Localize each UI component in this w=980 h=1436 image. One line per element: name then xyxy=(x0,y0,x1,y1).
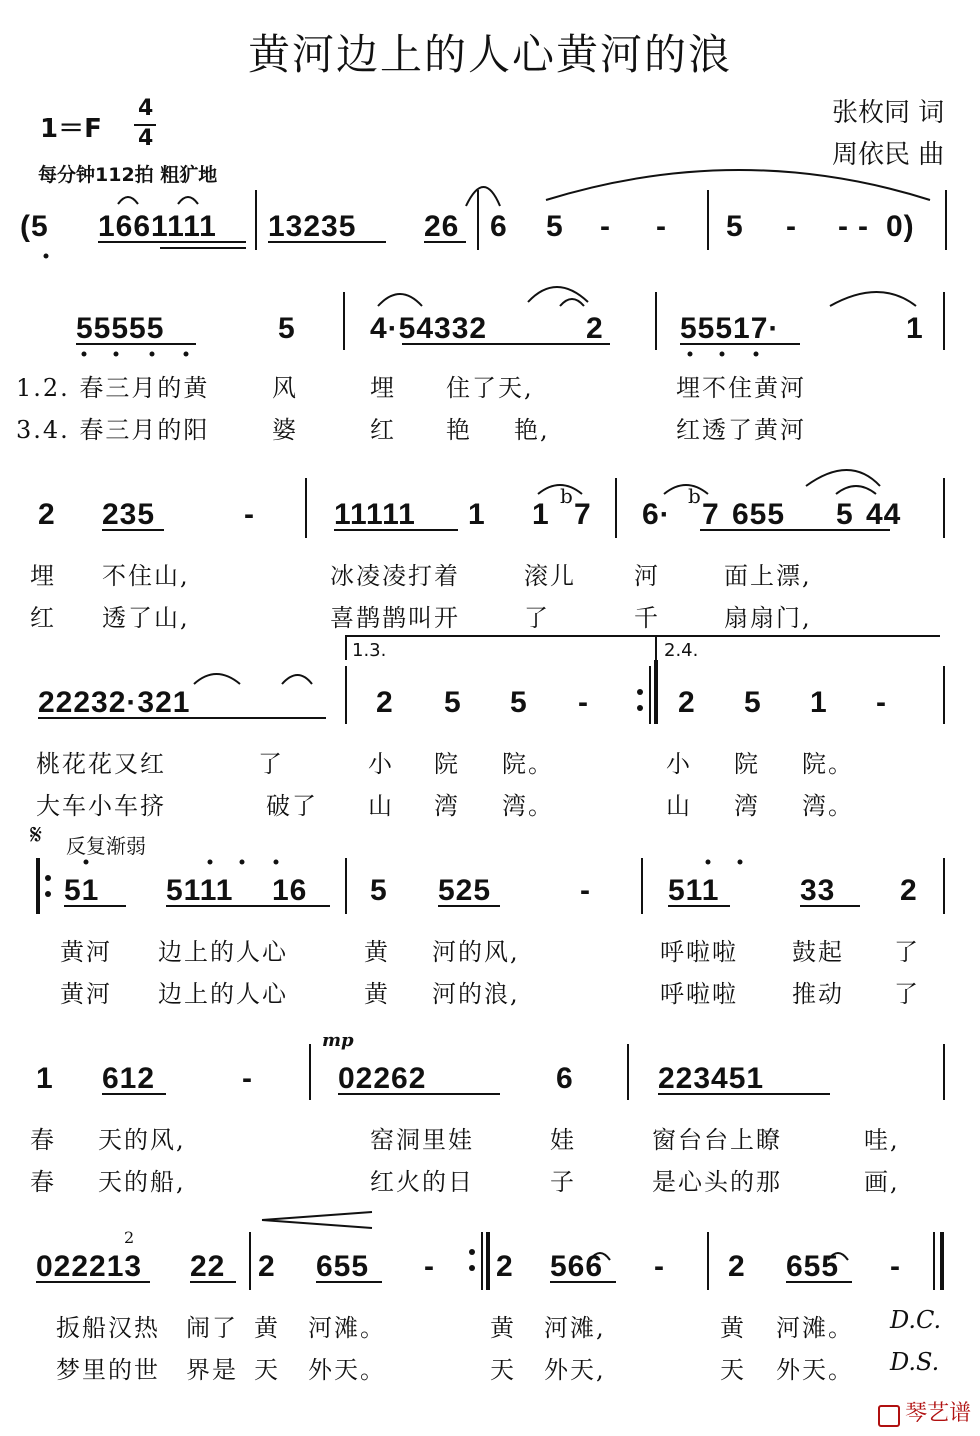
composer-credit: 周依民 曲 xyxy=(832,140,945,170)
note-group: 6 xyxy=(490,210,508,243)
note-group: - xyxy=(654,1250,665,1283)
lyric: 小 xyxy=(666,750,692,778)
lyric: 千 xyxy=(634,604,660,632)
lyric: 艳 xyxy=(446,416,472,444)
lyric: 1.2. 春三月的黄 xyxy=(16,374,210,402)
lyric: 湾 xyxy=(434,792,460,820)
lyric: 红 xyxy=(370,416,396,444)
note-group: 22232·321 xyxy=(38,686,191,719)
lyric: 湾。 xyxy=(502,792,554,820)
lyric: 黄 xyxy=(254,1314,280,1342)
lyric: 窑洞里娃 xyxy=(370,1126,474,1154)
lyric: 婆 xyxy=(272,416,298,444)
lyric: 扇扇门, xyxy=(724,604,812,632)
note-group: 33 xyxy=(800,874,836,907)
note-group: 55517· xyxy=(680,312,780,345)
lyric: 了 xyxy=(894,980,920,1008)
note-group: 2 xyxy=(38,498,56,531)
lyric: 是心头的那 xyxy=(652,1168,782,1196)
note-group: 5 xyxy=(510,686,528,719)
tempo-marking: 每分钟112拍 粗犷地 xyxy=(38,164,218,186)
lyric: 天 xyxy=(720,1356,746,1384)
lyric: 风 xyxy=(272,374,298,402)
note-group: 22 xyxy=(190,1250,226,1283)
note-group: 235 xyxy=(102,498,156,531)
lyric: 河滩。 xyxy=(776,1314,854,1342)
lyric: 边上的人心 xyxy=(158,980,288,1008)
lyric: 红 xyxy=(30,604,56,632)
note-group: - xyxy=(838,210,849,243)
lyric: 黄 xyxy=(490,1314,516,1342)
lyric: 闹了 xyxy=(186,1314,238,1342)
note-group: - xyxy=(876,686,887,719)
note-group: 5 xyxy=(278,312,296,345)
flat-sign: b xyxy=(688,484,701,508)
lyric: 外天, xyxy=(544,1356,606,1384)
lyric: 山 xyxy=(368,792,394,820)
lyric: 大车小车挤 xyxy=(36,792,166,820)
note-group: 1661111 xyxy=(98,210,217,243)
lyric: 界是 xyxy=(186,1356,238,1384)
note-group: 1 xyxy=(532,498,550,531)
note-group: 16 xyxy=(272,874,308,907)
volta-second-ending: 2.4. xyxy=(664,640,699,661)
lyric: 黄 xyxy=(364,980,390,1008)
note-group: 2 xyxy=(678,686,696,719)
lyric: 哇, xyxy=(864,1126,900,1154)
note-group: 02262 xyxy=(338,1062,427,1095)
note-group: 4·54332 xyxy=(370,312,488,345)
lyric: 艳, xyxy=(514,416,550,444)
lyric: 黄 xyxy=(720,1314,746,1342)
note-group: 5 xyxy=(744,686,762,719)
lyric: 住了天, xyxy=(446,374,534,402)
note-group: 022213 xyxy=(36,1250,143,1283)
lyric: 呼啦啦 xyxy=(660,938,738,966)
lyric: 鼓起 xyxy=(792,938,844,966)
lyric: 红透了黄河 xyxy=(676,416,806,444)
note-group: 1 xyxy=(468,498,486,531)
lyric: 河滩。 xyxy=(308,1314,386,1342)
note-group: 2 xyxy=(496,1250,514,1283)
lyric: 埋 xyxy=(370,374,396,402)
song-title: 黄河边上的人心黄河的浪 xyxy=(247,30,732,79)
lyric: 河 xyxy=(634,562,660,590)
note-group: 2 xyxy=(258,1250,276,1283)
note-group: (5 xyxy=(20,210,49,243)
lyric: 天的风, xyxy=(98,1126,186,1154)
lyric: 湾。 xyxy=(802,792,854,820)
lyric: 春 xyxy=(30,1168,56,1196)
note-group: 1 xyxy=(906,312,924,345)
note-group: 511 xyxy=(668,874,720,907)
lyric: 河的风, xyxy=(432,938,520,966)
note-group: 6· xyxy=(642,498,671,531)
lyric: 小 xyxy=(368,750,394,778)
lyric: 埋不住黄河 xyxy=(676,374,806,402)
note-group: 5 xyxy=(370,874,388,907)
da-capo-marking: D.C. xyxy=(890,1306,942,1334)
note-group: - xyxy=(786,210,797,243)
expression-marking: 反复渐弱 xyxy=(66,834,146,858)
lyric: 滚儿 xyxy=(524,562,576,590)
lyric: 了 xyxy=(894,938,920,966)
note-group: 11111 xyxy=(334,498,416,531)
note-group: 2 xyxy=(900,874,918,907)
dynamic-marking: mp xyxy=(322,1030,354,1051)
lyric: 呼啦啦 xyxy=(660,980,738,1008)
note-group: 55555 xyxy=(76,312,165,345)
lyric: 透了山, xyxy=(102,604,190,632)
lyric: 红火的日 xyxy=(370,1168,474,1196)
lyric: 娃 xyxy=(550,1126,576,1154)
lyric: 扳船汉热 xyxy=(56,1314,160,1342)
lyric: 埋 xyxy=(30,562,56,590)
note-group: 7 xyxy=(574,498,592,531)
note-group: 612 xyxy=(102,1062,156,1095)
note-group: 655 xyxy=(316,1250,370,1283)
lyric: 不住山, xyxy=(102,562,190,590)
lyric: 黄河 xyxy=(60,980,112,1008)
lyric: 了 xyxy=(524,604,550,632)
lyric: 河的浪, xyxy=(432,980,520,1008)
dal-segno-marking: D.S. xyxy=(890,1348,940,1376)
note-group: - xyxy=(600,210,611,243)
note-group: 655 xyxy=(732,498,786,531)
lyric: 桃花花又红 xyxy=(36,750,166,778)
note-group: - xyxy=(244,498,255,531)
lyric: 黄 xyxy=(364,938,390,966)
note-group: 1 xyxy=(810,686,828,719)
note-group: - xyxy=(580,874,591,907)
flat-sign: b xyxy=(560,484,573,508)
note-group: 5 xyxy=(546,210,564,243)
note-group: 26 xyxy=(424,210,460,243)
note-group: 5 xyxy=(726,210,744,243)
key-signature: 1＝F xyxy=(40,114,102,144)
lyric: 喜鹊鹊叫开 xyxy=(330,604,460,632)
lyricist-credit: 张枚同 词 xyxy=(832,98,945,128)
note-group: - xyxy=(578,686,589,719)
lyric: 天 xyxy=(490,1356,516,1384)
time-signature-bottom: 4 xyxy=(138,126,154,151)
lyric: 窗台台上瞭 xyxy=(652,1126,782,1154)
watermark-text: 琴艺谱 xyxy=(905,1401,972,1426)
note-group: 0) xyxy=(886,210,915,243)
volta-first-ending: 1.3. xyxy=(352,640,387,661)
note-group: 566 xyxy=(550,1250,604,1283)
lyric: 3.4. 春三月的阳 xyxy=(16,416,210,444)
note-group: 655 xyxy=(786,1250,840,1283)
time-signature-top: 4 xyxy=(138,96,154,121)
note-group: 5 xyxy=(444,686,462,719)
lyric: 外天。 xyxy=(308,1356,386,1384)
note-group: - xyxy=(858,210,869,243)
note-group: 525 xyxy=(438,874,492,907)
note-group: - xyxy=(242,1062,253,1095)
grace-note: 2 xyxy=(124,1228,135,1247)
note-group: 5 xyxy=(836,498,854,531)
note-group: - xyxy=(890,1250,901,1283)
lyric: 院。 xyxy=(502,750,554,778)
note-group: - xyxy=(656,210,667,243)
lyric: 院。 xyxy=(802,750,854,778)
lyric: 河滩, xyxy=(544,1314,606,1342)
lyric: 春 xyxy=(30,1126,56,1154)
lyric: 湾 xyxy=(734,792,760,820)
note-group: 2 xyxy=(586,312,604,345)
lyric: 外天。 xyxy=(776,1356,854,1384)
note-group: 44 xyxy=(866,498,902,531)
note-group: 7 xyxy=(702,498,720,531)
lyric: 院 xyxy=(734,750,760,778)
lyric: 梦里的世 xyxy=(56,1356,160,1384)
lyric: 黄河 xyxy=(60,938,112,966)
lyric: 子 xyxy=(550,1168,576,1196)
note-group: 5111 xyxy=(166,874,234,907)
note-group: 223451 xyxy=(658,1062,765,1095)
lyric: 了 xyxy=(258,750,284,778)
lyric: 山 xyxy=(666,792,692,820)
lyric: 院 xyxy=(434,750,460,778)
note-group: 6 xyxy=(556,1062,574,1095)
note-group: 13235 xyxy=(268,210,357,243)
lyric: 推动 xyxy=(792,980,844,1008)
lyric: 边上的人心 xyxy=(158,938,288,966)
note-group: 2 xyxy=(728,1250,746,1283)
note-group: 2 xyxy=(376,686,394,719)
lyric: 面上漂, xyxy=(724,562,812,590)
lyric: 冰凌凌打着 xyxy=(330,562,460,590)
lyric: 破了 xyxy=(266,792,318,820)
note-group: 51 xyxy=(64,874,100,907)
note-group: 1 xyxy=(36,1062,54,1095)
lyric: 天 xyxy=(254,1356,280,1384)
lyric: 画, xyxy=(864,1168,900,1196)
segno-sign: 𝄋 xyxy=(30,818,43,851)
lyric: 天的船, xyxy=(98,1168,186,1196)
note-group: - xyxy=(424,1250,435,1283)
